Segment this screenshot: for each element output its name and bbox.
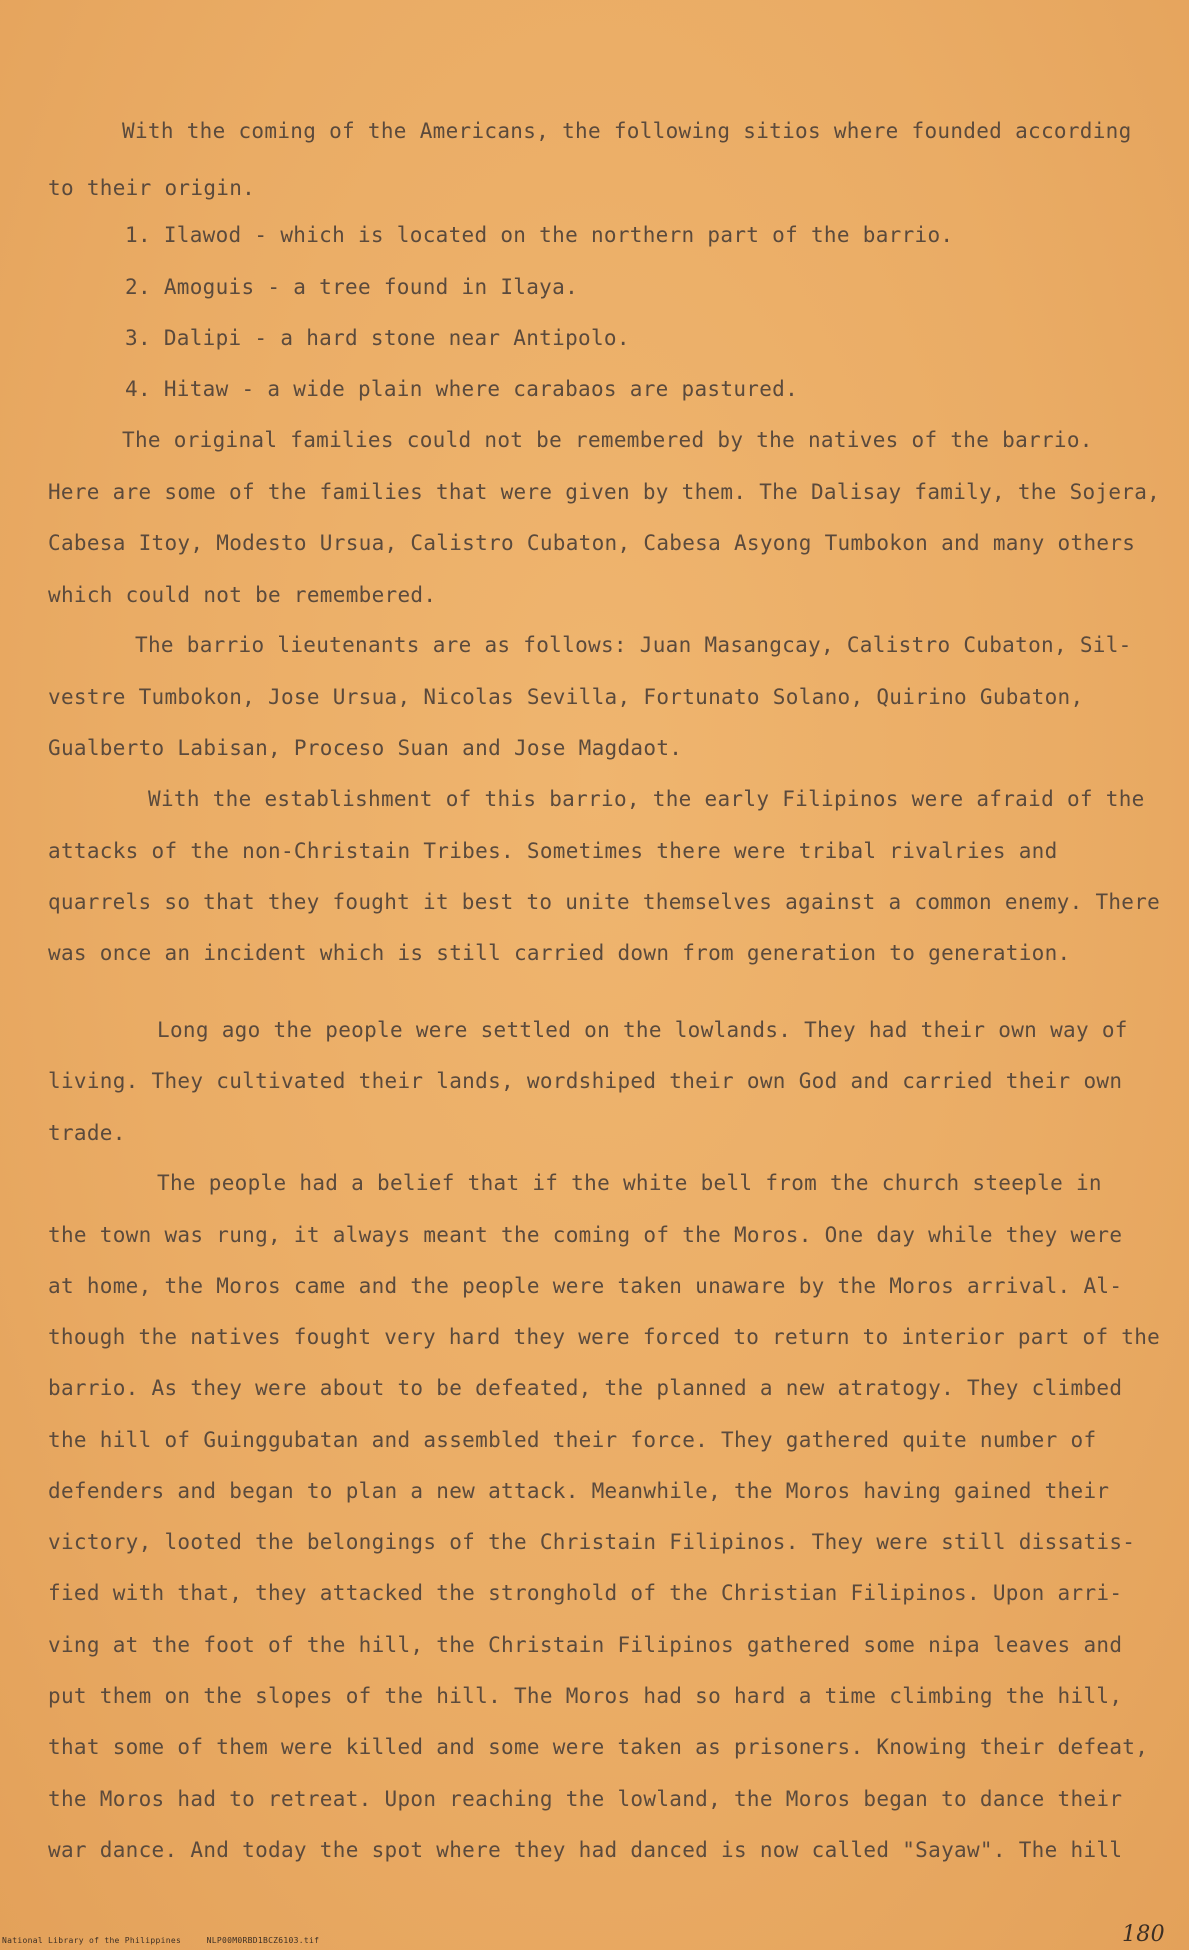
text-line: The original families could not be remembered by the natives of the barrio. — [122, 428, 1093, 452]
text-line: fied with that, they attacked the stronghold of the Christian Filipinos. Upon arri- — [48, 1581, 1123, 1605]
text-line: Here are some of the families that were given by them. The Dalisay family, the Sojera, — [48, 480, 1161, 504]
text-line: to their origin. — [48, 176, 256, 200]
text-line: The barrio lieutenants are as follows: Juan Masangcay, Calistro Cubaton, Sil- — [135, 633, 1132, 657]
text-line: was once an incident which is still carried down from generation to generation. — [48, 941, 1071, 965]
text-line: the hill of Guinggubatan and assembled their force. They gathered quite number of — [48, 1428, 1097, 1452]
text-line: which could not be remembered. — [48, 583, 437, 607]
archive-footer — [2, 1936, 319, 1945]
text-line: Cabesa Itoy, Modesto Ursua, Calistro Cubaton, Cabesa Asyong Tumbokon and many others — [48, 531, 1136, 555]
library-name: National Library of the Philippines — [2, 1936, 182, 1945]
text-line: at home, the Moros came and the people were taken unaware by the Moros arrival. Al- — [48, 1274, 1123, 1298]
text-line: barrio. As they were about to be defeated, the planned a new atratogy. They climbed — [48, 1376, 1123, 1400]
list-item: 1. Ilawod - which is located on the northern part of the barrio. — [125, 223, 954, 247]
text-line: With the establishment of this barrio, the early Filipinos were afraid of the — [148, 787, 1145, 811]
list-item: 3. Dalipi - a hard stone near Antipolo. — [125, 326, 630, 350]
text-line: though the natives fought very hard they were forced to return to interior part of the — [48, 1325, 1161, 1349]
text-line: Long ago the people were settled on the lowlands. They had their own way of — [157, 1018, 1128, 1042]
text-line: living. They cultivated their lands, wordshiped their own God and carried their own — [48, 1069, 1123, 1093]
text-line: victory, looted the belongings of the Christain Filipinos. They were still dissatis- — [48, 1530, 1136, 1554]
text-line: quarrels so that they fought it best to unite themselves against a common enemy. There — [48, 890, 1161, 914]
text-line: put them on the slopes of the hill. The Moros had so hard a time climbing the hill, — [48, 1684, 1123, 1708]
list-item: 2. Amoguis - a tree found in Ilaya. — [125, 275, 579, 299]
list-item: 4. Hitaw - a wide plain where carabaos are pastured. — [125, 377, 799, 401]
text-line: defenders and began to plan a new attack. Meanwhile, the Moros having gained their — [48, 1479, 1110, 1503]
text-line: the Moros had to retreat. Upon reaching the lowland, the Moros began to dance their — [48, 1787, 1123, 1811]
scan-code: NLP00M0RBD1BCZ6103.tif — [206, 1936, 320, 1945]
text-line: vestre Tumbokon, Jose Ursua, Nicolas Sevilla, Fortunato Solano, Quirino Gubaton, — [48, 685, 1084, 709]
text-line: With the coming of the Americans, the following sitios where founded according — [122, 119, 1132, 143]
text-line: ving at the foot of the hill, the Christain Filipinos gathered some nipa leaves and — [48, 1633, 1123, 1657]
text-line: Gualberto Labisan, Proceso Suan and Jose Magdaot. — [48, 736, 683, 760]
text-line: war dance. And today the spot where they had danced is now called "Sayaw". The hill — [48, 1838, 1123, 1862]
page-number: 180 — [1122, 1922, 1165, 1947]
text-line: trade. — [48, 1121, 126, 1145]
text-line: attacks of the non-Christain Tribes. Sometimes there were tribal rivalries and — [48, 839, 1058, 863]
text-line: that some of them were killed and some were taken as prisoners. Knowing their defeat, — [48, 1735, 1149, 1759]
text-line: the town was rung, it always meant the coming of the Moros. One day while they were — [48, 1223, 1123, 1247]
text-line: The people had a belief that if the white bell from the church steeple in — [157, 1171, 1102, 1195]
